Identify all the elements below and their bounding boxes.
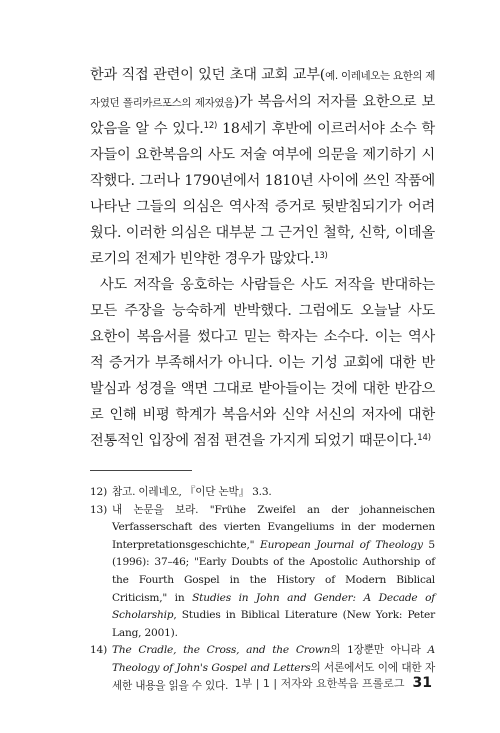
footnote-14-part-a: 의 1장뿐만 아니라 (330, 644, 428, 657)
p1-parenthetical: 예. 이레네오는 요한의 제자였던 폴리카르포스의 제자였음 (90, 70, 435, 109)
paragraph-2 (90, 272, 435, 454)
p1-text-c: 18세기 후반에 이르러서야 소수 학자들이 요한복음의 사도 저술 여부에 의문을 제기하기 시작했다. 그러나 1790년에서 1810년 사이에 쓰인 작품에 나타난 그들의 의심은 역사적 증거로 뒷받침되기가 어려웠다. 이러한 의심은 대부분 그 근거인 철학, 신학, 이데올로기의 전제가 빈약한 경우가 많았다. (90, 121, 435, 267)
p2-text: 사도 저작을 옹호하는 사람들은 사도 저작을 반대하는 모든 주장을 능숙하게 반박했다. 그럼에도 오늘날 사도 요한이 복음서를 썼다고 믿는 학자는 소수다. 이는 역사적 증거가 부족해서가 아니다. 이는 기성 교회에 대한 반발심과 성경을 액면 그대로 받아들이는 것에 대한 반감으로 인해 비평 학계가 복음서와 신약 서신의 저자에 대한 전통적인 입장에 점점 편견을 가지게 되었기 때문이다. (90, 277, 435, 449)
running-footer (235, 675, 432, 691)
footnote-number: 13) (90, 503, 108, 516)
footnote-number: 12) (90, 486, 108, 498)
journal-title: European Journal of Theology (260, 538, 423, 551)
book-title: Studies in John and Gender: A Decade of Scholarship (112, 591, 435, 622)
footnote-ref-14[interactable]: 14) (417, 433, 431, 443)
footnote-13 (90, 502, 435, 643)
p1-text-b: )가 복음서의 저자를 요한으로 보았음을 알 수 있다. (90, 94, 435, 137)
footnote-number: 14) (90, 644, 108, 657)
book-title-2: A Theology of John's Gospel and Letters (112, 644, 435, 674)
footnote-text (112, 502, 435, 643)
footnotes (90, 484, 435, 695)
footnote-13-part-a: 내 논문을 보라. "Frühe Zweifel an der johanneischen Verfasserschaft des vierten Evangeliums in der modernen Interpretationsgeschichte," (112, 503, 435, 551)
main-text (90, 62, 435, 454)
paragraph-1 (90, 62, 435, 272)
footnote-divider (90, 470, 192, 471)
footnote-12 (90, 484, 435, 502)
footnote-13-part-c: , Studies in Biblical Literature (New York: Peter Lang, 2001). (112, 609, 435, 639)
footnote-ref-12[interactable]: 12) (203, 121, 218, 131)
footnote-ref-13[interactable]: 13) (314, 251, 328, 261)
footnote-13-part-b: 5 (1996): 37–46; "Early Doubts of the Apostolic Authorship of the Fourth Gospel in the History of Modern Biblical Criticism," in (112, 538, 435, 604)
page-number: 31 (412, 675, 432, 691)
footnote-text: 참고. 이레네오, 『이단 논박』 3.3. (112, 486, 272, 498)
book-title-1: The Cradle, the Cross, and the Crown (112, 644, 331, 657)
p1-text-a: 한과 직접 관련이 있던 초대 교회 교부( (90, 67, 326, 83)
footnote-14-part-b: 의 서론에서도 이에 대한 자세한 내용을 읽을 수 있다. (112, 661, 435, 692)
running-head-section: 1부 | 1 | 저자와 요한복음 프롤로그 (234, 677, 405, 690)
